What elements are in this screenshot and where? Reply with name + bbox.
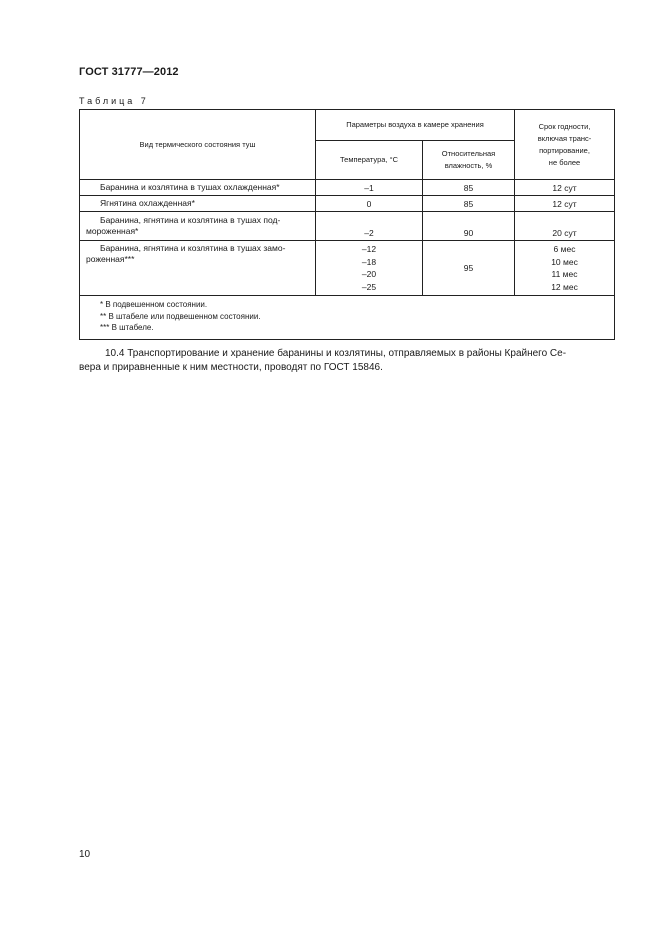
- row-shelf-lives: [515, 241, 615, 296]
- row-temperature: 0: [316, 196, 423, 212]
- row-humidity: 85: [423, 196, 515, 212]
- row-name: Ягнятина охлажденная*: [80, 196, 316, 212]
- row-humidity: 95: [423, 241, 515, 296]
- footnote: ** В штабеле или подвешенном состоянии.: [100, 311, 261, 321]
- row-name: Баранина и козлятина в тушах охлажденная*: [80, 180, 316, 196]
- footnotes: [80, 296, 615, 340]
- shelf-life-value: 10 мес: [551, 256, 578, 267]
- footnote: *** В штабеле.: [100, 323, 154, 332]
- table-row: [80, 241, 615, 296]
- page-number: 10: [79, 849, 91, 860]
- footnotes-row: [80, 296, 615, 340]
- row-shelf-life: 12 сут: [515, 180, 615, 196]
- temperature-value: –25: [361, 281, 377, 292]
- header-air-params: Параметры воздуха в камере хранения: [316, 110, 515, 141]
- section-paragraph: [79, 347, 614, 375]
- paragraph-line: вера и приравненные к ним местности, проводят по ГОСТ 15846.: [79, 362, 383, 373]
- row-shelf-life: 12 сут: [515, 196, 615, 212]
- header-humidity-line: Относительная: [441, 149, 496, 158]
- row-name: Баранина, ягнятина и козлятина в тушах под- мороженная*: [80, 212, 316, 241]
- header-shelf-life: [515, 110, 615, 180]
- header-temperature: Температура, °С: [316, 141, 423, 180]
- row-temperature: –2: [316, 212, 423, 241]
- row-humidity: 90: [423, 212, 515, 241]
- row-name: Баранина, ягнятина и козлятина в тушах замо- роженная***: [80, 241, 316, 296]
- table-caption: Таблица 7: [79, 96, 149, 106]
- temperature-value: –12: [361, 244, 377, 254]
- row-humidity: 85: [423, 180, 515, 196]
- shelf-life-value: 11 мес: [551, 269, 578, 279]
- header-shelf-line: включая транс-: [537, 133, 592, 143]
- table-row: [80, 180, 615, 196]
- header-shelf-line: не более: [548, 157, 581, 167]
- shelf-life-value: 6 мес: [553, 244, 576, 254]
- temperature-value: –20: [361, 269, 377, 279]
- temperature-value: –18: [361, 256, 377, 267]
- table-row: [80, 212, 615, 241]
- table-row: [80, 196, 615, 212]
- shelf-life-value: 12 мес: [551, 281, 578, 292]
- header-shelf-line: Срок годности,: [538, 121, 591, 131]
- document-header: ГОСТ 31777—2012: [79, 66, 179, 78]
- storage-table: [79, 109, 615, 340]
- row-temperature: –1: [316, 180, 423, 196]
- row-temperatures: [316, 241, 423, 296]
- header-shelf-line: портирование,: [539, 145, 590, 155]
- header-carcass-type: Вид термического состояния туш: [80, 110, 316, 180]
- header-humidity-line: влажность, %: [444, 161, 493, 170]
- header-humidity: [423, 141, 515, 180]
- paragraph-line: 10.4 Транспортирование и хранение баранины и козлятины, отправляемых в районы Крайнего Се-: [105, 348, 567, 359]
- row-shelf-life: 20 сут: [515, 212, 615, 241]
- footnote: * В подвешенном состоянии.: [100, 300, 208, 309]
